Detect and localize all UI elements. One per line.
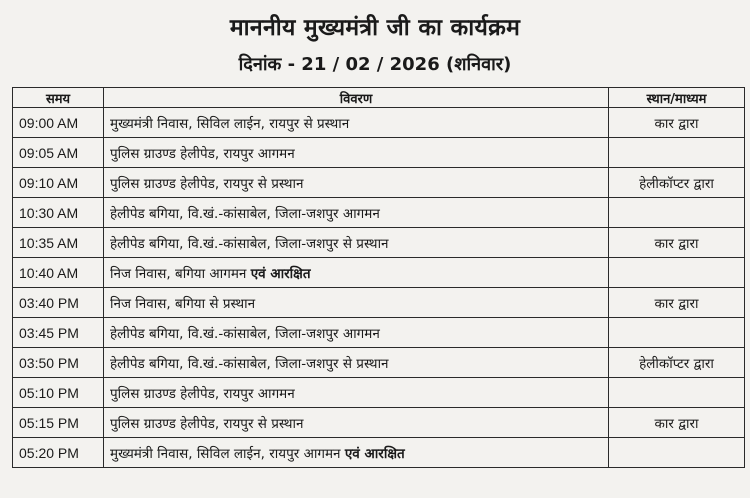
description-cell (104, 408, 609, 438)
description-cell (104, 168, 609, 198)
description-cell (104, 138, 609, 168)
description-cell (104, 228, 609, 258)
time-cell: 03:45 PM (13, 318, 104, 348)
table-row (13, 168, 745, 198)
page-title: माननीय मुख्यमंत्री जी का कार्यक्रम (229, 15, 521, 41)
description-cell (104, 108, 609, 138)
mode-cell: हेलीकॉप्टर द्वारा (609, 168, 745, 198)
time-cell: 09:10 AM (13, 168, 104, 198)
mode-cell: कार द्वारा (609, 408, 745, 438)
mode-cell: कार द्वारा (609, 108, 745, 138)
description-bold-text: एवं आरक्षित (250, 265, 311, 282)
table-row (13, 258, 745, 288)
table-row (13, 438, 745, 468)
date-line: दिनांक - 21 / 02 / 2026 (शनिवार) (238, 54, 512, 75)
description-text: हेलीपेड बगिया, वि.खं.-कांसाबेल, जिला-जशपुर से प्रस्थान (110, 355, 389, 372)
description-cell (104, 438, 609, 468)
table-row (13, 198, 745, 228)
table-row (13, 348, 745, 378)
table-row (13, 288, 745, 318)
time-cell: 10:35 AM (13, 228, 104, 258)
time-cell: 09:05 AM (13, 138, 104, 168)
column-header-description: विवरण (104, 88, 609, 108)
description-text: पुलिस ग्राउण्ड हेलीपेड, रायपुर से प्रस्थान (110, 415, 304, 432)
description-text: निज निवास, बगिया से प्रस्थान (110, 295, 256, 312)
mode-cell (609, 378, 745, 408)
time-cell: 03:50 PM (13, 348, 104, 378)
mode-cell: कार द्वारा (609, 228, 745, 258)
table-row (13, 228, 745, 258)
mode-cell (609, 318, 745, 348)
time-cell: 05:20 PM (13, 438, 104, 468)
table-header-row (13, 88, 745, 108)
description-text: मुख्यमंत्री निवास, सिविल लाईन, रायपुर से प्रस्थान (110, 115, 350, 132)
description-text: मुख्यमंत्री निवास, सिविल लाईन, रायपुर आगमन (110, 445, 345, 462)
mode-cell: हेलीकॉप्टर द्वारा (609, 348, 745, 378)
table-row (13, 108, 745, 138)
description-text: हेलीपेड बगिया, वि.खं.-कांसाबेल, जिला-जशपुर से प्रस्थान (110, 235, 389, 252)
column-header-mode: स्थान/माध्यम (609, 88, 745, 108)
table-row (13, 408, 745, 438)
mode-cell: कार द्वारा (609, 288, 745, 318)
time-cell: 09:00 AM (13, 108, 104, 138)
time-cell: 10:30 AM (13, 198, 104, 228)
mode-cell (609, 138, 745, 168)
description-text: हेलीपेड बगिया, वि.खं.-कांसाबेल, जिला-जशपुर आगमन (110, 205, 380, 222)
description-text: पुलिस ग्राउण्ड हेलीपेड, रायपुर से प्रस्थान (110, 175, 304, 192)
time-cell: 05:10 PM (13, 378, 104, 408)
description-cell (104, 378, 609, 408)
mode-cell (609, 258, 745, 288)
description-cell (104, 348, 609, 378)
time-cell: 03:40 PM (13, 288, 104, 318)
table-row (13, 318, 745, 348)
description-text: पुलिस ग्राउण्ड हेलीपेड, रायपुर आगमन (110, 145, 295, 162)
column-header-time: समय (13, 88, 104, 108)
table-row (13, 138, 745, 168)
description-cell (104, 288, 609, 318)
description-cell (104, 258, 609, 288)
description-cell (104, 318, 609, 348)
mode-cell (609, 198, 745, 228)
table-row (13, 378, 745, 408)
schedule-table (12, 87, 745, 468)
description-bold-text: एवं आरक्षित (344, 445, 405, 462)
description-cell (104, 198, 609, 228)
time-cell: 05:15 PM (13, 408, 104, 438)
description-text: निज निवास, बगिया आगमन (110, 265, 251, 282)
description-text: हेलीपेड बगिया, वि.खं.-कांसाबेल, जिला-जशपुर आगमन (110, 325, 380, 342)
mode-cell (609, 438, 745, 468)
time-cell: 10:40 AM (13, 258, 104, 288)
description-text: पुलिस ग्राउण्ड हेलीपेड, रायपुर आगमन (110, 385, 295, 402)
